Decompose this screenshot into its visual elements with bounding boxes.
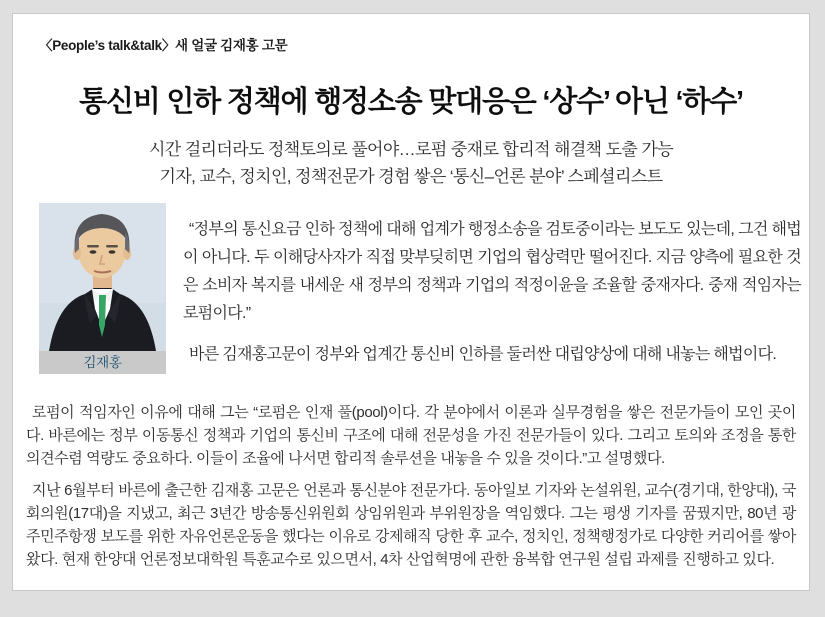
lead-attribution: 바른 김재홍고문이 정부와 업계간 통신비 인하를 둘러싼 대립양상에 대해 내놓는 해법이다. bbox=[189, 346, 777, 363]
portrait-figure bbox=[39, 203, 166, 374]
article-page bbox=[12, 13, 810, 591]
portrait-caption: 김재홍 bbox=[39, 351, 166, 374]
lead-text-column bbox=[183, 203, 801, 374]
article-subtitle bbox=[13, 136, 809, 190]
article-kicker: 〈People’s talk&talk〉새 얼굴 김재홍 고문 bbox=[39, 38, 288, 53]
article-title: 통신비 인하 정책에 행정소송 맞대응은 ‘상수’ 아닌 ‘하수’ bbox=[79, 86, 743, 118]
portrait-photo-illustration bbox=[39, 203, 166, 351]
body-paragraph: 로펌이 적임자인 이유에 대해 그는 “로펌은 인재 풀(pool)이다. 각 분야에서 이론과 실무경험을 쌓은 전문가들이 모인 곳이다. 바른에는 정부 이동통신 정책과 기업의 통신비 구조에 대해 전문성을 가진 전문가들이 있다. 그리고 토의와 조정을 통한 의견수렴 역량도 중요하다. 이들이 조율에 나서면 합리적 솔루션을 내놓을 수 있을 것이다.”고 설명했다. bbox=[26, 404, 796, 467]
lead-quote: “정부의 통신요금 인하 정책에 대해 업계가 행정소송을 검토중이라는 보도도 있는데, 그건 해법이 아니다. 두 이해당사자가 직접 맞부딪히면 기업의 협상력만 떨어진다. 지금 양측에 필요한 것은 소비자 복지를 내세운 새 정부의 정책과 기업의 적정이윤을 조율할 중재자다. 중재 적임자는 로펌이다.” bbox=[183, 221, 801, 322]
body-paragraph: 지난 6월부터 바른에 출근한 김재홍 고문은 언론과 통신분야 전문가다. 동아일보 기자와 논설위원, 교수(경기대, 한양대), 국회의원(17대)을 지냈고, 최근 3년간 방송통신위원회 상임위원과 부위원장을 역임했다. 그는 평생 기자를 꿈꿨지만, 80년 광주민주항쟁 보도를 위한 자유언론운동을 했다는 이유로 강제해직 당한 후 교수, 정치인, 정책행정가로 다양한 커리어를 쌓아왔다. 현재 한양대 언론정보대학원 특훈교수로 있으면서, 4차 산업혁명에 관한 융복합 연구원 설립 과제를 진행하고 있다. bbox=[26, 482, 796, 568]
subtitle-line: 기자, 교수, 정치인, 정책전문가 경험 쌓은 ‘통신–언론 분야’ 스페셜리스트 bbox=[159, 167, 663, 186]
portrait-photo bbox=[39, 203, 166, 351]
subtitle-line: 시간 걸리더라도 정책토의로 풀어야…로펌 중재로 합리적 해결책 도출 가능 bbox=[148, 140, 674, 159]
lead-section bbox=[39, 203, 801, 374]
